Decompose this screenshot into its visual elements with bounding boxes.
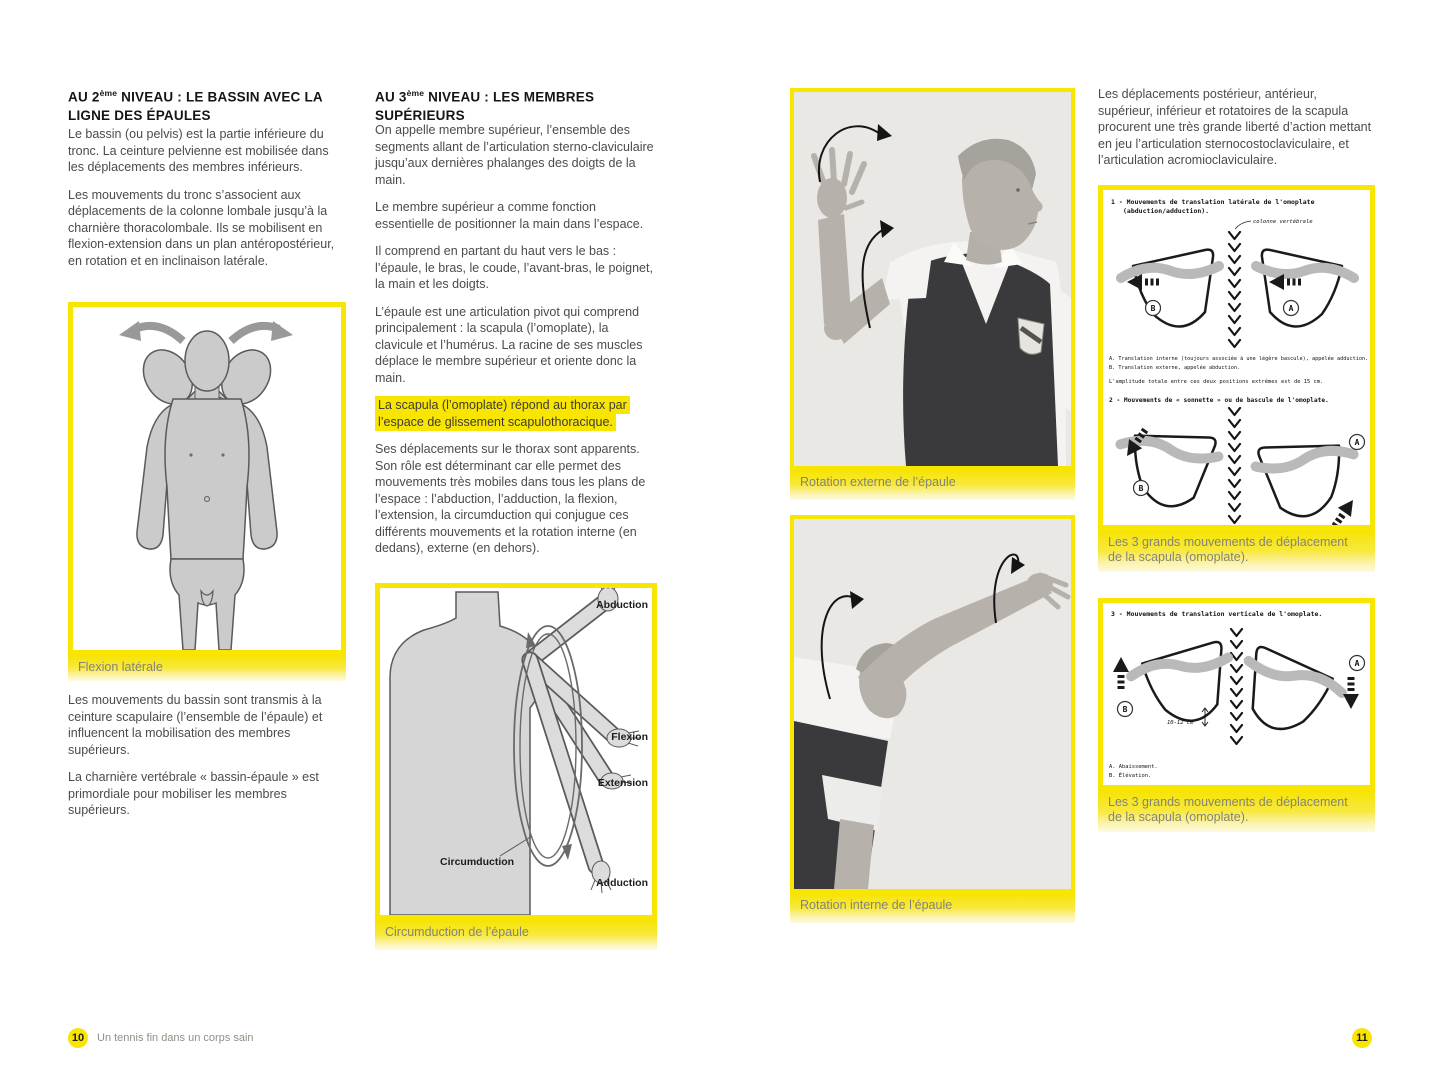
label-circumduction: Circumduction [440,856,515,868]
footer-left [68,1028,254,1048]
col1-bottom-paragraphs [68,692,346,819]
body-paragraph: Les mouvements du bassin sont transmis à la ceinture scapulaire (l’ensemble de l’épaule) et influencent la mobilisation des membres supérieurs. [68,693,323,757]
heading-text: AU 2 [68,89,100,105]
diagram-note-a: A. Translation interne (toujours associée à une légère bascule), appelée adduction. [1109,356,1369,362]
spine-annotation: colonne vertébrale [1253,219,1313,225]
measure-label: 10-12 cm [1167,720,1194,726]
photo-caption-bar [790,470,1075,500]
photo-caption: Rotation externe de l’épaule [800,475,956,489]
diagram-title-1-line1: 1 - Mouvements de translation latérale de l'omoplate [1111,198,1315,206]
yellow-highlight: La scapula (l’omoplate) répond au thorax par l’espace de glissement scapulothoracique. [375,396,630,431]
body-paragraph: Il comprend en partant du haut vers le bas : l’épaule, le bras, le coude, l’avant-bras, le poignet, la main et les doigts. [375,244,653,291]
svg-text:B: B [1122,705,1128,714]
body-paragraph: On appelle membre supérieur, l’ensemble des segments allant de l’articulation sterno-claviculaire jusqu’aux dernières phalanges des doigts de la main. [375,123,654,187]
col1-top-paragraphs [68,126,346,269]
circled-label-a [1350,656,1365,671]
photo-caption-bar [790,893,1075,923]
figure-circumduction [375,583,657,920]
footer-right [1352,1028,1372,1048]
diagram-translation-verticale [1098,598,1375,790]
diagram-background [1103,603,1370,785]
club-badge [1018,318,1044,354]
heading-text: AU 3 [375,89,407,105]
figure-caption: Circumduction de l’épaule [385,925,529,939]
label-extension: Extension [597,777,648,789]
flexion-laterale-illustration [73,307,341,650]
circled-label-a [1284,301,1299,316]
svg-text:A: A [1288,304,1294,313]
heading-text: NIVEAU : LES MEMBRES SUPÉRIEURS [375,89,595,123]
figure-caption-bar [68,655,346,681]
eye [1016,188,1020,192]
footer-page-number: 11 [1352,1028,1372,1048]
figure-flexion-laterale [68,302,346,655]
heading-text: NIVEAU : LE BASSIN AVEC LA LIGNE DES ÉPAULES [68,89,323,123]
body-paragraph: Le membre supérieur a comme fonction essentielle de positionner la main dans l’espace. [375,200,644,231]
body-paragraph: Le bassin (ou pelvis) est la partie inférieure du tronc. La ceinture pelvienne est mobilisée dans les déplacements des membres inférieurs. [68,127,329,174]
diagram-note-a: A. Abaissement. [1109,764,1158,770]
diagram-title-3: 3 - Mouvements de translation verticale de l'omoplate. [1111,610,1323,618]
leg [834,819,874,889]
diagram-amplitude-note: L'amplitude totale entre ces deux positions extrêmes est de 15 cm. [1109,379,1324,385]
label-flexion: Flexion [611,731,648,743]
circled-label-b [1146,301,1161,316]
circled-label-b [1134,481,1149,496]
rotation-externe-photo-illustration [794,92,1071,466]
scapula-diagram-1 [1103,190,1370,525]
right-page-intro [1098,86,1375,169]
diagram-caption-bar [1098,530,1375,572]
photo-caption: Rotation interne de l’épaule [800,898,953,912]
col2-paragraphs [375,122,657,557]
diagram-note-b: B. Élévation. [1109,773,1152,779]
scapula-diagram-2 [1103,603,1370,785]
svg-text:B: B [1138,484,1144,493]
label-abduction: Abduction [596,599,648,611]
highlighted-sentence [375,397,657,430]
diagram-caption: Les 3 grands mouvements de déplacement de la scapula (omoplate). [1108,535,1348,564]
heading-level-3-membres [375,84,657,125]
heading-superscript: ème [406,88,425,98]
heading-level-2-bassin [68,84,346,125]
body-paragraph: Les déplacements postérieur, antérieur, supérieur, inférieur et rotatoires de la scapula procurent une très grande liberté d’action mettant en jeu l’articulation sternocostoclaviculaire, et l’articulation acromioclaviculaire. [1098,87,1372,167]
body-paragraph: La charnière vertébrale « bassin-épaule » est primordiale pour mobiliser les membres supérieurs. [68,770,319,817]
photo-rotation-interne [790,515,1075,893]
rotation-interne-photo-illustration [794,519,1071,889]
body-paragraph: L’épaule est une articulation pivot qui comprend principalement : la scapula (l’omoplate), la clavicule et l’humérus. La racine de ses muscles déplace le membre supérieur et oriente donc la main. [375,304,643,385]
body-paragraph: Ses déplacements sur le thorax sont apparents. Son rôle est déterminant car elle permet des mouvements très mobiles dans tous les plans de l’espace : l’abduction, l’adduction, la flexion, l’extension, la circumduction qui conjugue ces différents mouvements et la rotation interne (en dedans), externe (en dehors). [375,442,646,555]
svg-text:A: A [1354,438,1360,447]
diagram-caption-bar [1098,790,1375,832]
diagram-title-1-line2: (abduction/adduction). [1123,207,1210,215]
diagram-caption: Les 3 grands mouvements de déplacement de la scapula (omoplate). [1108,795,1348,824]
circled-label-a [1350,435,1365,450]
figure-caption-bar [375,920,657,950]
label-adduction: Adduction [596,877,648,889]
circled-label-b [1118,702,1133,717]
svg-text:B: B [1150,304,1156,313]
svg-text:A: A [1354,659,1360,668]
figure-caption: Flexion latérale [78,660,163,674]
diagram-translation-laterale [1098,185,1375,530]
footer-book-title: Un tennis fin dans un corps sain [97,1032,254,1044]
circumduction-illustration [380,588,652,915]
body-paragraph: Les mouvements du tronc s’associent aux déplacements de la colonne lombale jusqu’à la charnière thoracolombale. Ils se mobilisent en flexion-extension dans un plan antéropostérieur, en rotation et en inclinaison latérale. [68,187,335,268]
diagram-title-2: 2 - Mouvements de « sonnette » ou de bascule de l'omoplate. [1109,397,1329,404]
heading-superscript: ème [99,88,118,98]
photo-rotation-externe [790,88,1075,470]
diagram-note-b: B. Translation externe, appelée abduction. [1109,365,1241,371]
footer-page-number: 10 [68,1028,88,1048]
